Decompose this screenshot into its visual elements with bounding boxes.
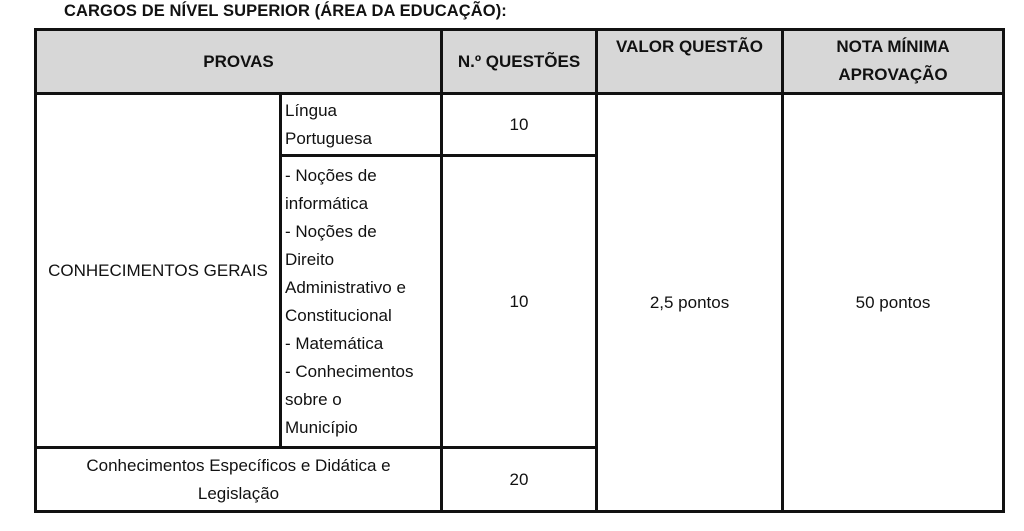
subject-line: - Noções de	[285, 165, 377, 185]
nota-minima-cell: 50 pontos	[783, 94, 1004, 512]
subject-line: Portuguesa	[285, 128, 372, 148]
header-nota-line-2: APROVAÇÃO	[838, 65, 948, 84]
subject-line: Direito	[285, 249, 335, 269]
subject-line: Conhecimentos Específicos e Didática e	[86, 455, 391, 475]
exam-table	[34, 28, 1005, 513]
header-valor-line: VALOR QUESTÃO	[616, 37, 764, 56]
questions-cell: 10	[442, 156, 597, 448]
subject-line: - Conhecimentos	[285, 361, 414, 381]
questions-cell: 10	[442, 94, 597, 156]
subject-cell-conhecimentos	[281, 156, 442, 448]
subject-line: - Noções de	[285, 221, 377, 241]
subject-line: informática	[285, 193, 369, 213]
subject-line: Língua	[285, 100, 337, 120]
table-row	[36, 94, 1004, 156]
subject-line: Administrativo e	[285, 277, 406, 297]
header-questoes: N.º QUESTÕES	[442, 30, 597, 94]
header-valor-questao	[597, 30, 783, 94]
subject-line: Legislação	[197, 483, 280, 503]
questions-cell: 20	[442, 448, 597, 512]
header-provas: PROVAS	[36, 30, 442, 94]
subject-line: Constitucional	[285, 305, 392, 325]
group-label-cell: CONHECIMENTOS GERAIS	[36, 94, 281, 448]
table-header-row	[36, 30, 1004, 94]
page-title: CARGOS DE NÍVEL SUPERIOR (ÁREA DA EDUCAÇÃO):	[64, 2, 507, 20]
subject-line: Município	[285, 417, 358, 437]
subject-cell-especificos	[36, 448, 442, 512]
header-nota-line-1: NOTA MÍNIMA	[836, 37, 950, 56]
valor-questao-cell: 2,5 pontos	[597, 94, 783, 512]
header-nota-minima	[783, 30, 1004, 94]
subject-line: sobre o	[285, 389, 342, 409]
subject-cell-portugues	[281, 94, 442, 156]
subject-line: - Matemática	[285, 333, 384, 353]
